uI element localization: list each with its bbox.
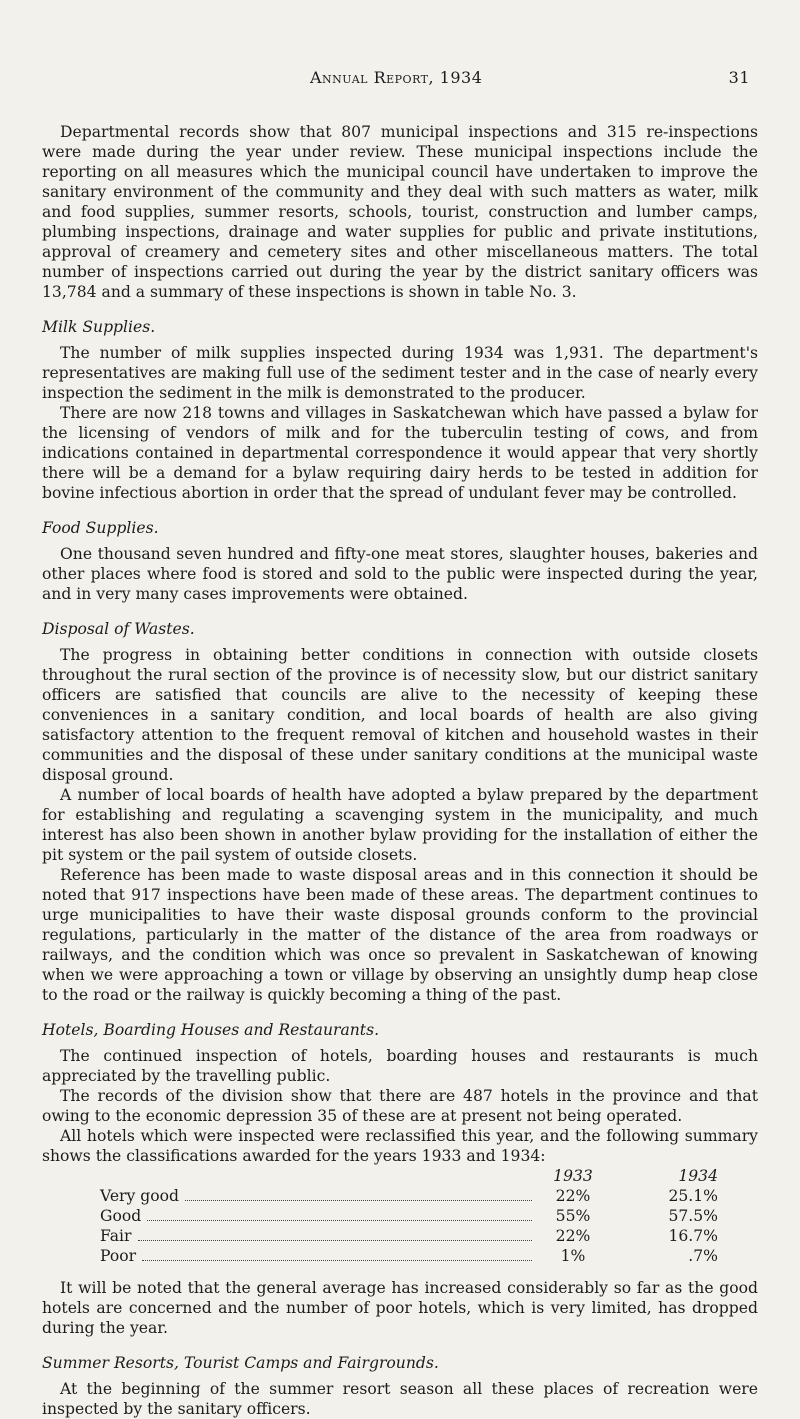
value-1934: 57.5% (668, 1207, 718, 1225)
disposal-wastes-heading: Disposal of Wastes. (42, 620, 195, 638)
hotels-paragraph-2: The records of the division show that there are 487 hotels in the province and that owing to the economic depression 35 of these are at present not being operated. (42, 1087, 758, 1125)
value-1934: 25.1% (668, 1187, 718, 1205)
wastes-paragraph-2: A number of local boards of health have adopted a bylaw prepared by the department for establishing and regulating a scavenging system in the municipality, and much interest has also been shown in another bylaw providing for the installation of either the pit system or the pail system of outside closets. (42, 786, 758, 864)
column-1933: 1933 (553, 1167, 593, 1185)
row-label: Poor (100, 1247, 137, 1265)
intro-paragraph: Departmental records show that 807 municipal inspections and 315 re-inspections were made during the year under review. These municipal inspections include the reporting on all measures which the municipal council have undertaken to improve the sanitary environment of the community and they deal with such matters as water, milk and food supplies, summer resorts, schools, tourist, construction and lumber camps, plumbing inspections, drainage and water supplies for public and private institutions, approval of creamery and cemetery sites and other miscellaneous matters. The total number of inspections carried out during the year by the district sanitary officers was 13,784 and a summary of these inspections is shown in table No. 3. (42, 123, 758, 301)
food-paragraph-1: One thousand seven hundred and fifty-one meat stores, slaughter houses, bakeries and other places where food is stored and sold to the public were inspected during the year, and in very many cases improvements were obtained. (42, 545, 758, 603)
hotels-paragraph-1: The continued inspection of hotels, boarding houses and restaurants is much appreciated by the travelling public. (42, 1047, 758, 1085)
wastes-paragraph-1: The progress in obtaining better conditions in connection with outside closets throughout the rural section of the province is of necessity slow, but our district sanitary officers are satisfied that councils are alive to the necessity of keeping these conveniences in a sanitary condition, and local boards of health are also giving satisfactory attention to the frequent removal of kitchen and household wastes in their communities and the disposal of these under sanitary conditions at the municipal waste disposal ground. (42, 646, 758, 784)
page-body (42, 122, 758, 1419)
header-title: Annual Report, 1934 (310, 68, 483, 87)
value-1933: 55% (555, 1207, 591, 1225)
value-1934: .7% (688, 1247, 718, 1265)
row-label: Good (100, 1207, 142, 1225)
value-1934: 16.7% (668, 1227, 718, 1245)
wastes-paragraph-3: Reference has been made to waste disposal areas and in this connection it should be noted that 917 inspections have been made of these areas. The department continues to urge municipalities to have their waste disposal grounds conform to the provincial regulations, particularly in the matter of the distance of the area from roadways or railways, and the condition which was once so prevalent in Saskatchewan of knowing when we were approaching a town or village by observing an unsightly dump heap close to the road or the railway is quickly becoming a thing of the past. (42, 866, 758, 1004)
dot-leader (142, 1260, 532, 1261)
row-label: Fair (100, 1227, 132, 1245)
summer-resorts-heading: Summer Resorts, Tourist Camps and Fairgrounds. (42, 1354, 439, 1372)
dot-leader (185, 1200, 532, 1201)
hotels-heading: Hotels, Boarding Houses and Restaurants. (42, 1021, 380, 1039)
table-row (100, 1206, 718, 1226)
dot-leader (138, 1240, 533, 1241)
hotels-paragraph-3: All hotels which were inspected were reclassified this year, and the following summary shows the classifications awarded for the years 1933 and 1934: (42, 1127, 758, 1165)
classification-table-header (100, 1166, 718, 1186)
column-1934: 1934 (678, 1167, 718, 1185)
dot-leader (147, 1220, 532, 1221)
milk-supplies-heading: Milk Supplies. (42, 318, 156, 336)
table-row (100, 1246, 718, 1266)
row-label: Very good (100, 1187, 180, 1205)
value-1933: 1% (560, 1247, 586, 1265)
summer-paragraph-1: At the beginning of the summer resort season all these places of recreation were inspected by the sanitary officers. (42, 1380, 758, 1418)
value-1933: 22% (555, 1187, 591, 1205)
table-row (100, 1186, 718, 1206)
running-header (310, 68, 750, 87)
hotels-paragraph-4: It will be noted that the general average has increased considerably so far as the good hotels are concerned and the number of poor hotels, which is very limited, has dropped during the year. (42, 1279, 758, 1337)
page-number: 31 (728, 68, 750, 87)
milk-paragraph-1: The number of milk supplies inspected during 1934 was 1,931. The department's representatives are making full use of the sediment tester and in the case of nearly every inspection the sediment in the milk is demonstrated to the producer. (42, 344, 758, 402)
food-supplies-heading: Food Supplies. (42, 519, 159, 537)
value-1933: 22% (555, 1227, 591, 1245)
classification-table (100, 1166, 718, 1266)
milk-paragraph-2: There are now 218 towns and villages in Saskatchewan which have passed a bylaw for the licensing of vendors of milk and for the tuberculin testing of cows, and from indications contained in departmental correspondence it would appear that very shortly there will be a demand for a bylaw requiring dairy herds to be tested in addition for bovine infectious abortion in order that the spread of undulant fever may be controlled. (42, 404, 758, 502)
table-row (100, 1226, 718, 1246)
